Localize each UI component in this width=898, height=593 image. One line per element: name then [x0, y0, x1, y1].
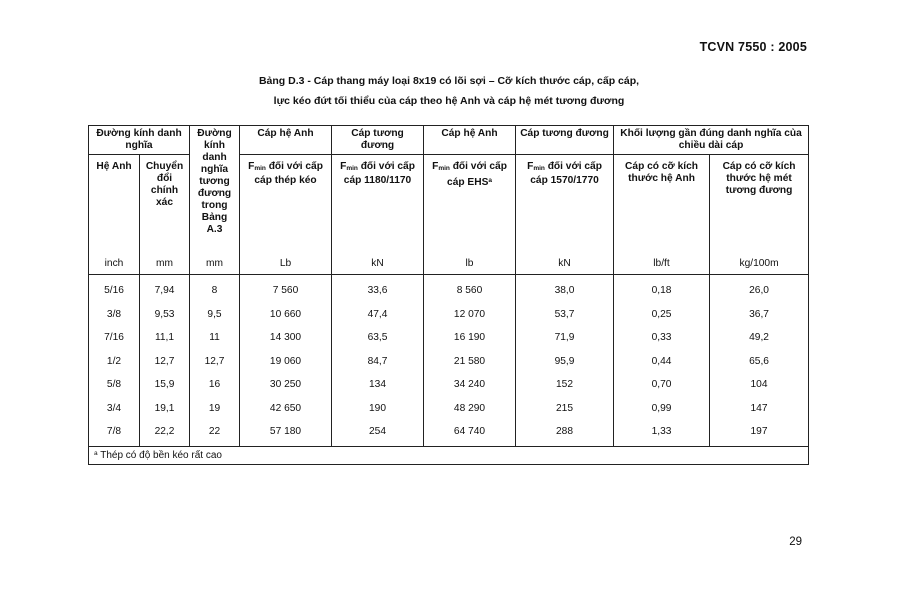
caption-line-2: lực kéo đứt tối thiểu của cáp theo hệ Anh và cáp hệ mét tương đương: [273, 95, 625, 107]
table-cell: 33,6: [332, 275, 424, 303]
table-cell: 0,18: [614, 275, 710, 303]
table-cell: 22: [190, 420, 240, 446]
subheader-mass-metric: Cáp có cỡ kích thước hệ mét tương đương: [710, 155, 809, 254]
table-cell: 254: [332, 420, 424, 446]
table-cell: 11: [190, 326, 240, 350]
header-equivalent-cable-2: Cáp tương đương: [516, 126, 614, 155]
header-equivalent-cable-1: Cáp tương đương: [332, 126, 424, 155]
table-cell: 7/16: [89, 326, 140, 350]
subheader-fmin-ehs: $F_{min}$ đối với cấp cáp EHS$^a$: [424, 155, 516, 254]
table-cell: 34 240: [424, 373, 516, 397]
header-row-groups: [89, 126, 809, 155]
unit-cell: Lb: [240, 253, 332, 275]
table-cell: 22,2: [140, 420, 190, 446]
table-cell: 47,4: [332, 303, 424, 327]
unit-cell: kN: [516, 253, 614, 275]
table-cell: 19: [190, 397, 240, 421]
footnote: $^a$ Thép có độ bền kéo rất cao: [89, 446, 809, 464]
table-cell: 1/2: [89, 350, 140, 374]
table-cell: 71,9: [516, 326, 614, 350]
header-imperial-cable-2: Cáp hệ Anh: [424, 126, 516, 155]
table-cell: 15,9: [140, 373, 190, 397]
table-cell: 215: [516, 397, 614, 421]
table-cell: 63,5: [332, 326, 424, 350]
table-cell: 11,1: [140, 326, 190, 350]
table-row: [89, 303, 809, 327]
header-nominal-diameter: Đường kính danh nghĩa: [89, 126, 190, 155]
table-cell: 1,33: [614, 420, 710, 446]
table-cell: 134: [332, 373, 424, 397]
table-cell: 3/8: [89, 303, 140, 327]
table-cell: 36,7: [710, 303, 809, 327]
footnote-row: [89, 446, 809, 464]
cable-spec-table: [88, 125, 809, 465]
table-cell: 16 190: [424, 326, 516, 350]
table-cell: 19,1: [140, 397, 190, 421]
table-cell: 19 060: [240, 350, 332, 374]
table-cell: 9,53: [140, 303, 190, 327]
table-caption: [0, 71, 898, 111]
table-cell: 57 180: [240, 420, 332, 446]
unit-cell: lb/ft: [614, 253, 710, 275]
table-cell: 12,7: [190, 350, 240, 374]
subheader-exact-conversion: Chuyển đổi chính xác: [140, 155, 190, 254]
table-cell: 3/4: [89, 397, 140, 421]
table-cell: 197: [710, 420, 809, 446]
table-cell: 95,9: [516, 350, 614, 374]
table-cell: 10 660: [240, 303, 332, 327]
subheader-fmin-1180-1170: $F_{min}$ đối với cấp cáp 1180/1170: [332, 155, 424, 254]
page-number: 29: [789, 536, 802, 548]
table-cell: 12 070: [424, 303, 516, 327]
table-cell: 26,0: [710, 275, 809, 303]
table-cell: 53,7: [516, 303, 614, 327]
table-cell: 7/8: [89, 420, 140, 446]
subheader-fmin-traction: $F_{min}$ đối với cấp cáp thép kéo: [240, 155, 332, 254]
subheader-fmin-1570-1770: $F_{min}$ đối với cấp cáp 1570/1770: [516, 155, 614, 254]
unit-cell: kg/100m: [710, 253, 809, 275]
subheader-mass-imperial: Cáp có cỡ kích thước hệ Anh: [614, 155, 710, 254]
document-code: TCVN 7550 : 2005: [699, 40, 807, 54]
table-cell: 48 290: [424, 397, 516, 421]
subheader-imperial: Hệ Anh: [89, 155, 140, 254]
table-cell: 0,33: [614, 326, 710, 350]
table-cell: 49,2: [710, 326, 809, 350]
table-cell: 7 560: [240, 275, 332, 303]
table-cell: 7,94: [140, 275, 190, 303]
unit-cell: mm: [140, 253, 190, 275]
header-imperial-cable-1: Cáp hệ Anh: [240, 126, 332, 155]
table-row: [89, 420, 809, 446]
table-row: [89, 275, 809, 303]
table-row: [89, 350, 809, 374]
units-row: [89, 253, 809, 275]
table-row: [89, 373, 809, 397]
table-cell: 190: [332, 397, 424, 421]
table-cell: 14 300: [240, 326, 332, 350]
table-cell: 288: [516, 420, 614, 446]
table-cell: 65,6: [710, 350, 809, 374]
unit-cell: mm: [190, 253, 240, 275]
data-rows: [89, 275, 809, 447]
table-cell: 5/16: [89, 275, 140, 303]
table-cell: 84,7: [332, 350, 424, 374]
table-row: [89, 397, 809, 421]
caption-line-1: Bảng D.3 - Cáp thang máy loại 8x19 có lõi sợi – Cỡ kích thước cáp, cấp cáp,: [258, 75, 640, 87]
table-cell: 0,70: [614, 373, 710, 397]
table-cell: 38,0: [516, 275, 614, 303]
table-cell: 5/8: [89, 373, 140, 397]
table-cell: 16: [190, 373, 240, 397]
table-cell: 30 250: [240, 373, 332, 397]
table-cell: 12,7: [140, 350, 190, 374]
table-row: [89, 326, 809, 350]
table-cell: 104: [710, 373, 809, 397]
unit-cell: lb: [424, 253, 516, 275]
table-cell: 42 650: [240, 397, 332, 421]
table-cell: 8 560: [424, 275, 516, 303]
table-cell: 147: [710, 397, 809, 421]
table-cell: 9,5: [190, 303, 240, 327]
table-cell: 0,25: [614, 303, 710, 327]
header-mass: Khối lượng gần đúng danh nghĩa của chiều dài cáp: [614, 126, 809, 155]
table-cell: 0,44: [614, 350, 710, 374]
table-cell: 64 740: [424, 420, 516, 446]
unit-cell: kN: [332, 253, 424, 275]
unit-cell: inch: [89, 253, 140, 275]
table-cell: 0,99: [614, 397, 710, 421]
header-equivalent-diameter: Đường kính danh nghĩa tương đương trong Bảng A.3: [190, 126, 240, 254]
table-cell: 8: [190, 275, 240, 303]
table-cell: 21 580: [424, 350, 516, 374]
table-cell: 152: [516, 373, 614, 397]
